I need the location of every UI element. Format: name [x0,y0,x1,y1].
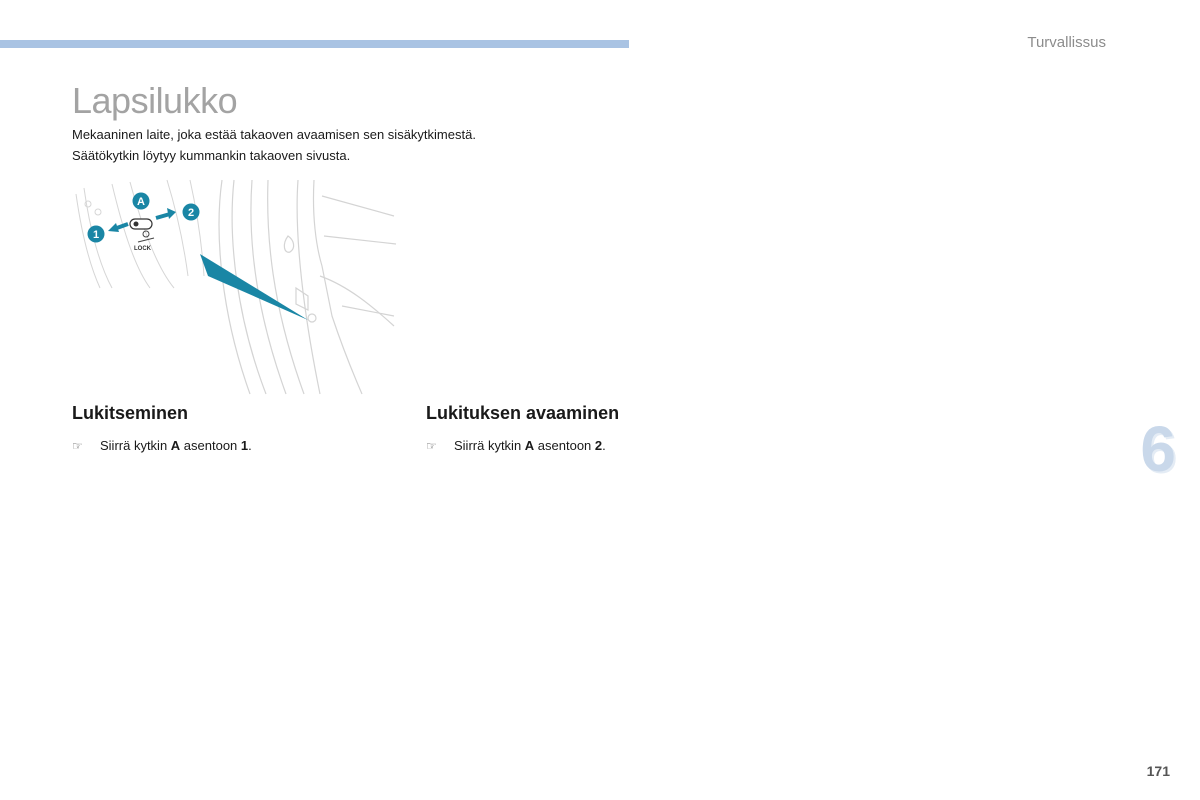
intro-text [72,124,476,166]
step-text-part: asentoon [180,438,241,453]
intro-line: Mekaaninen laite, joka estää takaoven avaamisen sen sisäkytkimestä. [72,127,476,142]
step-text-part: asentoon [534,438,595,453]
locking-section [72,403,392,453]
step-text [100,438,252,453]
switch-position: 2 [594,438,603,453]
callout-1 [88,226,105,243]
unlocking-step [426,438,746,453]
pointing-hand-icon: ☞ [426,438,437,453]
callout-2-label: 2 [187,207,195,219]
callout-2 [183,204,200,221]
locking-heading: Lukitseminen [72,403,189,423]
switch-key: A [524,438,535,453]
unlocking-section [426,403,746,453]
page-number: 171 [1146,763,1170,779]
section-name: Turvallissus [1027,34,1106,51]
page-title: Lapsilukko [72,80,238,121]
arrow-right-icon [156,208,176,219]
step-text-part: . [602,438,606,453]
callout-1-label: 1 [92,229,100,241]
child-lock-switch [130,219,152,229]
pointing-hand-icon: ☞ [72,438,83,453]
step-text-part: . [248,438,252,453]
callout-a-label: A [137,196,145,208]
chapter-number: 6 [1140,413,1176,485]
switch-position: 1 [240,438,249,453]
child-lock-illustration [72,176,398,396]
step-text [454,438,606,453]
switch-key: A [170,438,181,453]
header-color-bar [0,40,629,48]
lock-icon-label: LOCK [134,246,151,252]
unlocking-heading: Lukituksen avaaminen [426,403,620,423]
intro-line: Säätökytkin löytyy kummankin takaoven sivusta. [72,148,351,163]
callout-a [133,193,150,210]
locking-step [72,438,392,453]
step-text-part: Siirrä kytkin [100,438,171,453]
step-text-part: Siirrä kytkin [454,438,525,453]
